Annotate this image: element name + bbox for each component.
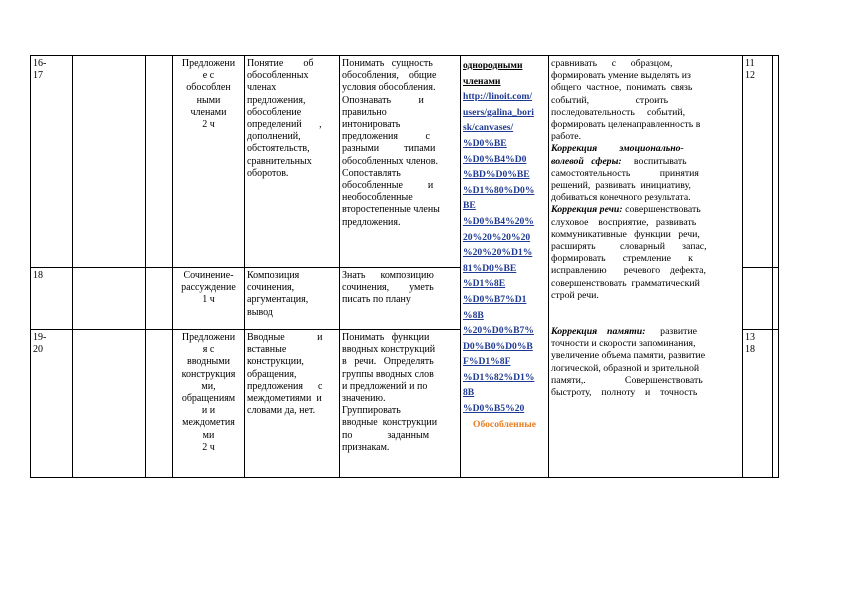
empty-cell — [146, 330, 173, 478]
lesson-number-cell: 19- 20 — [31, 330, 73, 478]
lesson-plan-table — [30, 55, 779, 478]
skills-cell: Знать композицию сочинения, уметь писать по плану — [340, 268, 461, 330]
lesson-number-cell: 16- 17 — [31, 56, 73, 268]
week-number-cell: 11 12 — [743, 56, 773, 268]
topic-cell: Сочинение- рассуждение 1 ч — [173, 268, 245, 330]
empty-cell — [743, 268, 773, 330]
skills-cell: Понимать сущность обособления, общие условия обособления. Опознавать и правильно интонировать предложения с разными типами обособленных членов. Сопоставлять обособленные и необособленные второстепенные члены предложения. — [340, 56, 461, 268]
resource-cell: однородными членами http://linoit.com/ users/galina_bori sk/canvases/ %D0%BE %D0%B4%D0 %BD%D0%BE %D1%80%D0% BE %D0%B4%20% 20%20%20%20 %20%20%D1% 81%D0%BE %D1%8E %D0%B7%D1 %8B %20%D0%B7% D0%B0%D0%B F%D1%8F %D1%82%D1% 8B %D0%B5%20 Обособленные — [461, 56, 549, 478]
concepts-cell: Понятие об обособленных членах предложения, обособление определений , дополнений, обстоятельств, сравнительных оборотов. — [245, 56, 340, 268]
empty-cell — [146, 268, 173, 330]
concepts-cell: Композиция сочинения, аргументация, вывод — [245, 268, 340, 330]
topic-cell: Предложени я с вводными конструкция ми, обращениям и и междометия ми 2 ч — [173, 330, 245, 478]
table-row — [31, 56, 779, 268]
lesson-number-cell: 18 — [31, 268, 73, 330]
correction-cell: сравнивать с образцом, формировать умение выделять из общего частное, понимать связь событий, строить последовательность событий, формировать целенаправленность в работе. Коррекция эмоционально- волевой сферы: воспитывать самостоятельность принятия решений, развивать инициативу, добиваться конечного результата. Коррекция речи: совершенствовать слуховое восприятие, развивать коммуникативные функции речи, расширять словарный запас, формировать стремление к исправлению речевого дефекта, совершенствовать грамматический строй речи. Коррекция памяти: развитие точности и скорости запоминания, увеличение объема памяти, развитие логической, образной и зрительной памяти,. Совершенствовать быстроту, полноту и точность — [549, 56, 743, 478]
resource-footer: Обособленные — [473, 418, 536, 430]
topic-cell: Предложени е с обособлен ными членами 2 ч — [173, 56, 245, 268]
empty-cell — [773, 330, 779, 478]
resource-link[interactable]: http://linoit.com/ users/galina_bori sk/canvases/ %D0%BE %D0%B4%D0 %BD%D0%BE %D1%80%D0% BE %D0%B4%20% 20%20%20%20 %20%20%D1% 81%D0%BE %D1%8E %D0%B7%D1 %8B %20%D0%B7% D0%B0%D0%B F%D1%8F %D1%82%D1% 8B %D0%B5%20 — [463, 91, 535, 415]
week-number-cell: 13 18 — [743, 330, 773, 478]
skills-cell: Понимать функции вводных конструкций в речи. Определять группы вводных слов и предложений и по значению. Группировать вводные конструкции по заданным признакам. — [340, 330, 461, 478]
empty-cell — [146, 56, 173, 268]
empty-cell — [773, 268, 779, 330]
empty-cell — [73, 268, 146, 330]
empty-cell — [73, 330, 146, 478]
concepts-cell: Вводные и вставные конструкции, обращения, предложения с междометиями и словами да, нет. — [245, 330, 340, 478]
empty-cell — [73, 56, 146, 268]
empty-cell — [773, 56, 779, 268]
